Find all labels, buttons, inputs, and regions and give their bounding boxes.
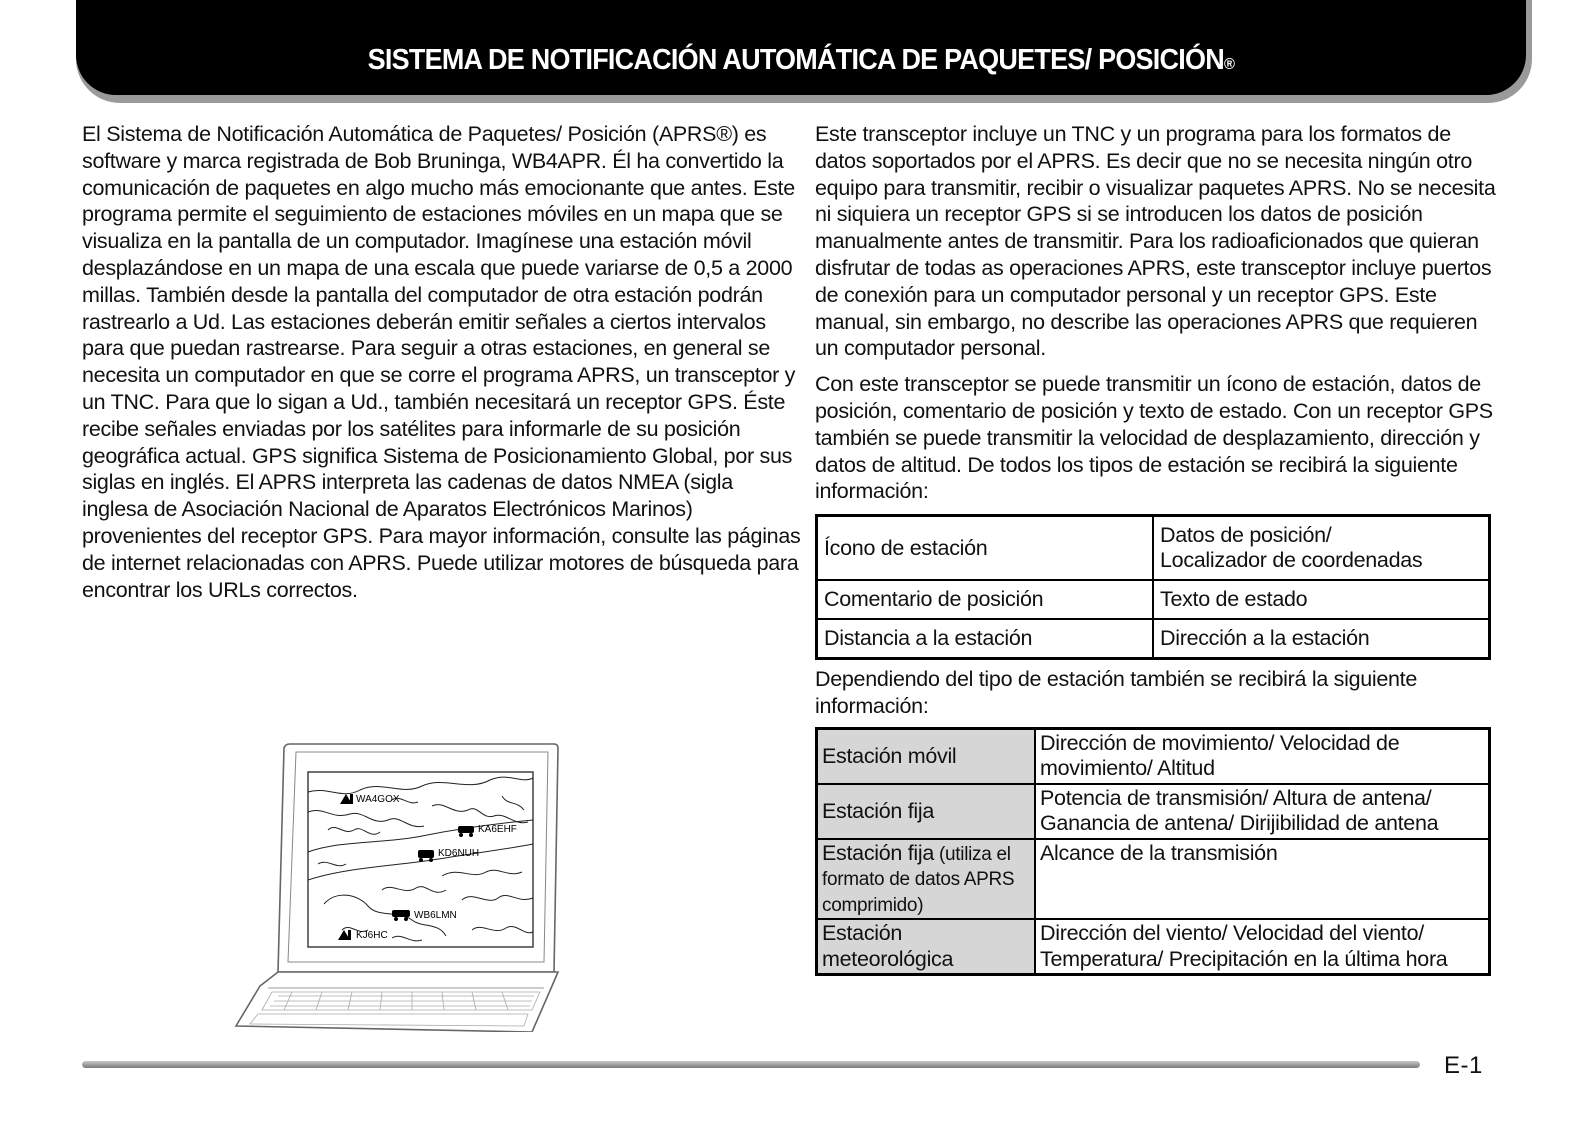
right-paragraph-3: Dependiendo del tipo de estación también se recibirá la siguiente información: <box>815 667 1418 718</box>
map-label: KJ6HC <box>356 930 388 941</box>
map-label: WA4GOX <box>356 794 400 805</box>
table-row <box>817 580 1490 619</box>
page-title: SISTEMA DE NOTIFICACIÓN AUTOMÁTICA DE PAQUETES/ POSICIÓN® <box>367 44 1235 76</box>
map-label: KD6NUH <box>438 848 480 859</box>
table-cell: Dirección a la estación <box>1153 619 1490 659</box>
table-cell: Potencia de transmisión/ Altura de antena/ Ganancia de antena/ Dirijibilidad de antena <box>1035 784 1490 839</box>
table-cell: Distancia a la estación <box>817 619 1154 659</box>
laptop-aprs-map-illustration <box>232 740 562 1032</box>
table-cell: Estación móvil <box>817 728 1036 784</box>
table-cell: Estación fija <box>817 784 1036 839</box>
table-cell: Comentario de posición <box>817 580 1154 619</box>
left-column <box>82 121 802 603</box>
table-cell: Alcance de la transmisión <box>1035 839 1490 920</box>
table-row <box>817 516 1490 581</box>
table-cell: Ícono de estación <box>817 516 1154 581</box>
received-info-table <box>815 514 1491 660</box>
table-cell: Dirección de movimiento/ Velocidad de movimiento/ Altitud <box>1035 728 1490 784</box>
table-cell: Texto de estado <box>1153 580 1490 619</box>
station-type-table <box>815 727 1491 977</box>
map-label: KA6EHF <box>478 824 517 835</box>
table-row <box>817 728 1490 784</box>
table-row <box>817 619 1490 659</box>
right-paragraph-2: Con este transceptor se puede transmitir un ícono de estación, datos de posición, comentario de posición y texto de estado. Con un receptor GPS también se puede transmitir la velocidad de desplazamiento, dirección y datos de altitud. De todos los tipos de estación se recibirá la siguiente información: <box>815 372 1493 504</box>
table-cell: Datos de posición/ Localizador de coordenadas <box>1153 516 1490 581</box>
map-label: WB6LMN <box>414 910 457 921</box>
table-row <box>817 839 1490 920</box>
table-cell: Dirección del viento/ Velocidad del viento/ Temperatura/ Precipitación en la última hora <box>1035 919 1490 975</box>
intro-paragraph: El Sistema de Notificación Automática de Paquetes/ Posición (APRS®) es software y marca registrada de Bob Bruninga, WB4APR. Él ha convertido la comunicación de paquetes en algo mucho más emocionante que antes. Este programa permite el seguimiento de estaciones móviles en un mapa que se visualiza en la pantalla de un computador. Imagínese una estación móvil desplazándose en un mapa de una escala que puede variarse de 0,5 a 2000 millas. También desde la pantalla del computador de otra estación podrán rastrearlo a Ud. Las estaciones deberán emitir señales a ciertos intervalos para que puedan rastrearse. Para seguir a otras estaciones, en general se necesita un computador en que se corre el programa APRS, un transceptor y un TNC. Para que lo sigan a Ud., también necesitará un receptor GPS. Éste recibe señales enviadas por los satélites para informarle de su posición geográfica actual. GPS significa Sistema de Posicionamiento Global, por sus siglas en inglés. El APRS interpreta las cadenas de datos NMEA (sigla inglesa de Asociación Nacional de Aparatos Electrónicos Marinos) provenientes del receptor GPS. Para mayor información, consulte las páginas de internet relacionadas con APRS. Puede utilizar motores de búsqueda para encontrar los URLs correctos. <box>82 122 801 602</box>
table-row <box>817 784 1490 839</box>
footer-rule <box>82 1061 1420 1068</box>
table-cell: Estación meteorológica <box>817 919 1036 975</box>
table-cell: Estación fija (utiliza el formato de datos APRS comprimido) <box>817 839 1036 920</box>
right-paragraph-1: Este transceptor incluye un TNC y un programa para los formatos de datos soportados por el APRS. Es decir que no se necesita ningún otro equipo para transmitir, recibir o visualizar paquetes APRS. No se necesita ni siquiera un receptor GPS si se introducen los datos de posición manualmente antes de transmitir. Para los radioaficionados que quieran disfrutar de todas as operaciones APRS, este transceptor incluye puertos de conexión para un computador personal y un receptor GPS. Este manual, sin embargo, no describe las operaciones APRS que requieren un computador personal. <box>815 122 1496 361</box>
right-column <box>815 121 1505 976</box>
header-banner <box>76 0 1526 95</box>
table-row <box>817 919 1490 975</box>
page-number: E-1 <box>1444 1052 1483 1079</box>
